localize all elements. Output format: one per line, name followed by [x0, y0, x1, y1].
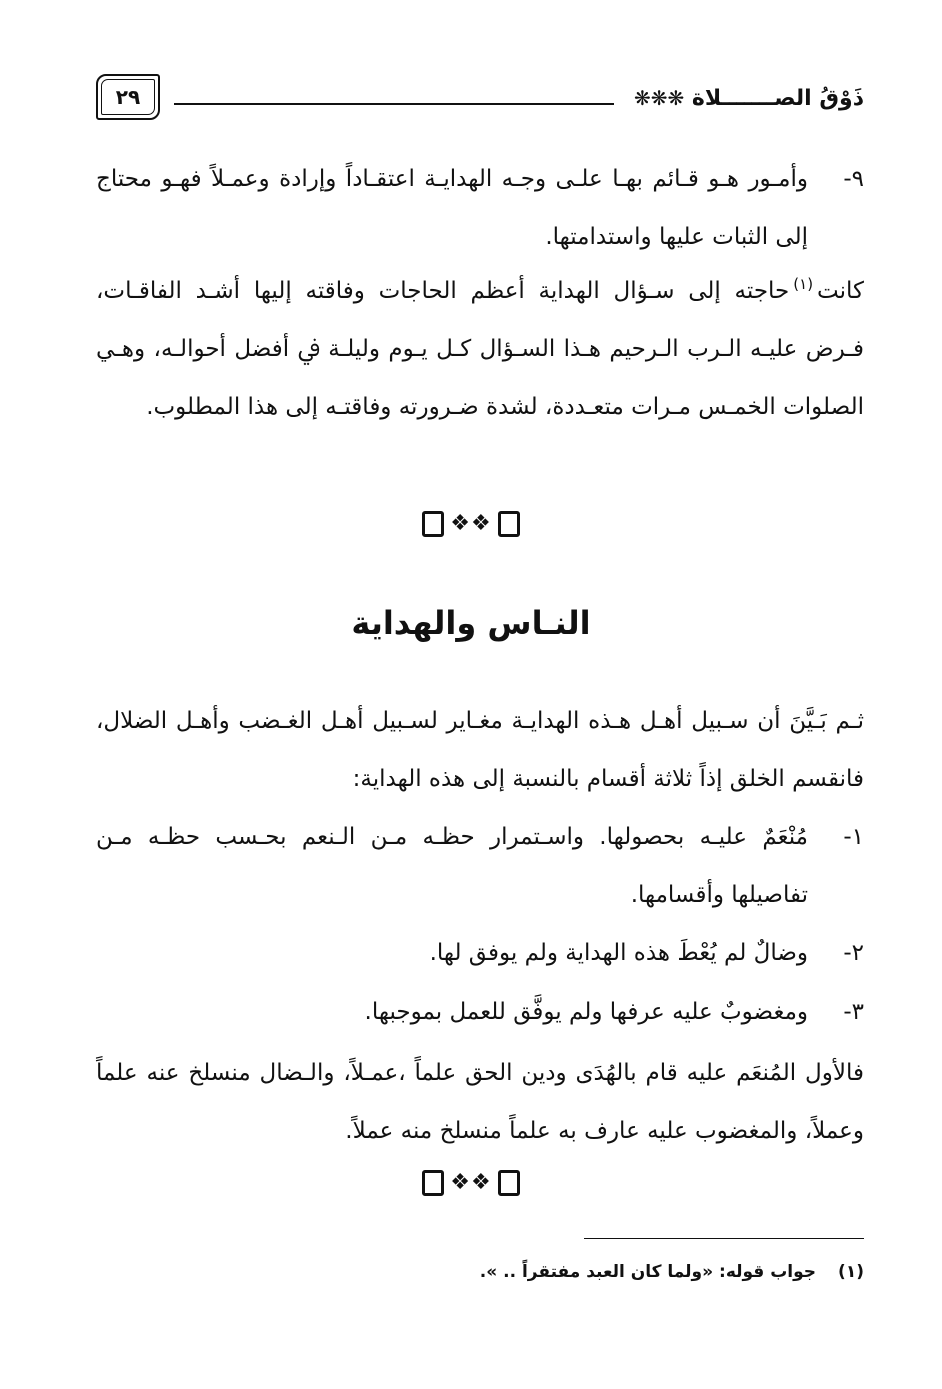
list-item-3: [96, 983, 864, 1041]
footnote-text: جواب قوله: «ولما كان العبد مفتقراً .. ».: [479, 1262, 817, 1282]
list-item-1: [96, 808, 864, 924]
page-number-frame: [96, 74, 160, 120]
list-item-text: وأمـور هـو قـائم بهـا علـى وجـه الهدايـة اعتقـاداً وإرادة وعمـلاً فهـو محتاج إلى الثبات عليها واستدامتها.: [96, 166, 808, 250]
paragraph-lead-word: كانت: [817, 278, 864, 304]
square-ornament-icon: [422, 511, 444, 537]
square-ornament-icon: [498, 1170, 520, 1196]
square-ornament-icon: [498, 511, 520, 537]
paragraph-three-groups: ثـم بَـيَّنَ أن سـبيل أهـل هـذه الهدايـة مغـاير لسـبيل أهـل الغـضب وأهـل الضلال، فانقسم الخلق إذاً ثلاثة أقسام بالنسبة إلى هذه الهداية:: [96, 708, 864, 792]
list-item-text: ومغضوبٌ عليه عرفها ولم يوفَّق للعمل بموجبها.: [364, 999, 808, 1025]
list-item-9: [96, 150, 864, 266]
section-title: النـاس والهداية: [351, 604, 591, 642]
page-number: ٢٩: [115, 85, 141, 109]
paragraph-need-for-guidance: [96, 262, 864, 436]
footnote-number: (١): [838, 1262, 864, 1282]
paragraph-summary: فالأول المُنعَم عليه قام بالهُدَى ودين الحق علماً ،عمـلاً، والـضال منسلخ عنه علماً وعملاً، والمغضوب عليه عارف به علماً منسلخ منه عملاً.: [96, 1060, 864, 1144]
book-title-text: ذَوْقُ الصـــــــلاة: [691, 86, 864, 111]
footnote-reference[interactable]: (١): [793, 275, 814, 294]
list-item-number: ١-: [843, 824, 864, 850]
closing-separator-ornament: [0, 1170, 942, 1196]
book-title: [628, 86, 864, 111]
header-rule: [174, 103, 614, 105]
paragraph-text: حاجته إلى سـؤال الهداية أعظم الحاجات وفاقته إليها أشـد الفاقـات، فـرض عليـه الـرب الـرحيم هـذا السـؤال كـل يـوم وليلـة ﰲ أفضل أحوالـه، وهـي الصلوات الخمـس مـرات متعـددة، لشدة ضـرورته وفاقتـه إلى هذا المطلوب.: [96, 278, 864, 420]
footnote-rule: [584, 1238, 864, 1239]
star-ornament-icon: ❋❋❋: [633, 86, 685, 110]
list-item-text: مُنْعَمٌ عليـه بحصولها. واسـتمرار حظـه مـن الـنعم بحـسب حظـه مـن تفاصيلها وأقسامها.: [96, 824, 808, 908]
diamond-ornament-icon: ❖❖: [450, 1170, 492, 1195]
list-item-number: ٢-: [843, 940, 864, 966]
square-ornament-icon: [422, 1170, 444, 1196]
list-item-number: ٣-: [843, 999, 864, 1025]
footnote: [96, 1254, 864, 1290]
list-item-2: [96, 924, 864, 982]
list-item-number: ٩-: [843, 166, 864, 192]
list-item-text: وضالٌ لم يُعْطَ هذه الهداية ولم يوفق لها.: [429, 940, 808, 966]
section-separator-ornament: [0, 511, 942, 537]
diamond-ornament-icon: ❖❖: [450, 511, 492, 536]
running-header: [96, 70, 864, 126]
